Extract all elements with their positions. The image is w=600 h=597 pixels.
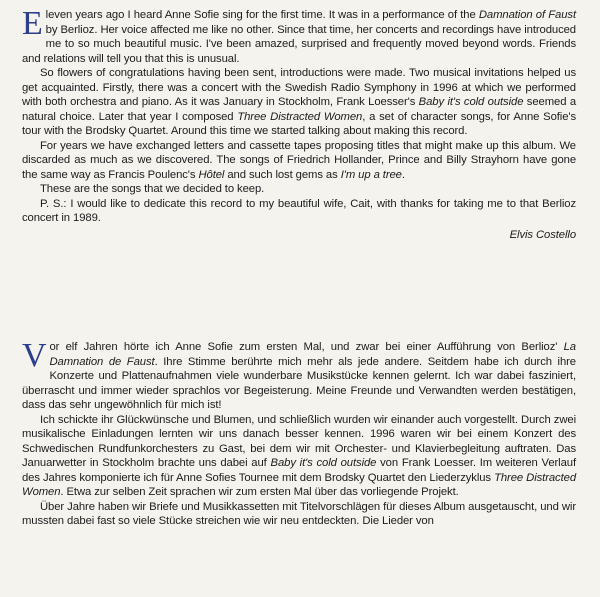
text-run: P. S.: I would like to dedicate this record to my beautiful wife, Cait, with thanks for taking me to that Berlioz concert in 1989. <box>22 197 576 224</box>
text-run: For years we have exchanged letters and cassette tapes proposing titles that might make up this album. We discarded as much as we discovered. The songs of Friedrich Hollander, Prince and Billy Strayhorn have gone the same way as Francis Poulenc's <box>22 139 576 181</box>
text-run: leven years ago I heard Anne Sofie sing for the first time. It was in a performance of the <box>45 9 479 21</box>
text-run: and such lost gems as <box>224 168 341 181</box>
text-run: . Etwa zur selben Zeit sprachen wir zum ersten Mal über das vorliegende Projekt. <box>60 486 459 498</box>
italic-title: Baby it's cold outside <box>270 457 377 469</box>
english-paragraph-2 <box>22 66 576 139</box>
text-run: seemed a natural choice. Later that year I composed <box>22 96 576 123</box>
text-run: Über Jahre haben wir Briefe und Musikkassetten mit Titelvorschlägen für dieses Album ausgetauscht, und wir mussten dabei fast so viele Stücke streichen wie wir neu entdeckten. Die Lieder von <box>22 500 576 527</box>
english-paragraph-1 <box>22 5 576 66</box>
text-run: So flowers of congratulations having been sent, introductions were made. Two musical invitations helped us get acquainted. Firstly, there was a concert with the Swedish Radio Symphony in 1996 at which we performed with both orchestra and piano. As it was January in Stockholm, Frank Loesser's <box>22 67 576 108</box>
italic-title: I'm up a tree <box>340 168 402 181</box>
text-run: . <box>401 168 405 181</box>
italic-title: Damnation of Faust <box>478 9 576 21</box>
italic-title: Three Distracted Women <box>237 110 363 123</box>
text-run: von Frank Loesser. Im weiteren Verlauf des Jahres komponierte ich für Anne Sofies Tournee mit dem Brodsky Quartet den Liederzyklus <box>22 457 576 484</box>
german-paragraph-2 <box>22 413 576 500</box>
german-paragraph-1 <box>22 337 576 413</box>
english-dropcap: E <box>22 5 43 42</box>
english-liner-notes <box>22 5 576 242</box>
text-run: These are the songs that we decided to keep. <box>40 183 265 195</box>
english-paragraph-5 <box>22 197 576 226</box>
text-run: . Ihre Stimme berührte mich mehr als jede andere. Seitdem habe ich durch ihre Konzerte und Plattenaufnahmen viele wunderbare Musikstücke kennen gelernt. Ich war dabei fasziniert, überrascht und immer wieder sprachlos vor Begeisterung. Meine Freunde und Verwandten werden bestätigen, dass das sehr ungewöhnlich für mich ist! <box>22 355 576 411</box>
text-run: , a set of character songs, for Anne Sofie's tour with the Brodsky Quartet. Around this time we started talking about making this record. <box>22 110 576 137</box>
text-run: by Berlioz. Her voice affected me like no other. Since that time, her concerts and recordings have introduced me to so much beautiful music. I've been amazed, surprised and frequently moved beyond words. Friends and relations will tell you that this is unusual. <box>22 23 576 65</box>
text-run: Ich schickte ihr Glückwünsche und Blumen, und schließlich wurden wir einander auch vorgestellt. Durch zwei musikalische Einladungen lernten wir uns danach besser kennen. 1996 waren wir bei einem Konzert des Schwedischen Rundfunkorchesters zu Gast, bei dem wir mit Orchester- und Klavierbegleitung auftraten. Das Januarwetter in Stockholm brachte uns dabei auf <box>22 413 576 469</box>
italic-title: Baby it's cold outside <box>418 96 524 108</box>
german-liner-notes <box>22 337 576 529</box>
italic-title: La Damnation de Faust <box>49 341 576 368</box>
italic-title: Hôtel <box>198 168 225 181</box>
german-paragraph-3 <box>22 500 576 529</box>
text-run: or elf Jahren hörte ich Anne Sofie zum ersten Mal, und zwar bei einer Aufführung von Berlioz' <box>49 341 564 353</box>
signature: Elvis Costello <box>509 228 576 241</box>
italic-title: Three Distracted Women <box>22 471 576 498</box>
english-paragraph-3 <box>22 139 576 183</box>
english-paragraph-4 <box>22 182 576 197</box>
german-dropcap: V <box>22 337 47 374</box>
